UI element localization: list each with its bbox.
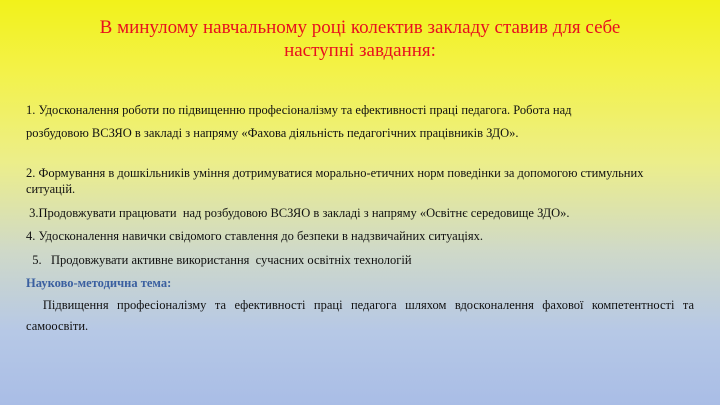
slide-title — [40, 16, 680, 62]
task-1-line-2: розбудовою ВСЗЯО в закладі з напряму «Фахова діяльність педагогічних працівників ЗДО». — [26, 126, 519, 140]
slide-title-line-2: наступні завдання: — [284, 40, 436, 61]
task-2-line-1: 2. Формування в дошкільників уміння дотримуватися морально-етичних норм поведінки за допомогою стимульних — [26, 166, 644, 180]
slide-title-line-1: В минулому навчальному році колектив закладу ставив для себе — [99, 17, 621, 38]
theme-heading: Науково-методична тема: — [26, 276, 172, 290]
theme-text: Підвищення професіоналізму та ефективності праці педагога шляхом вдосконалення фахової компетентності та самоосвіти. — [26, 298, 698, 333]
task-1-line-1: 1. Удосконалення роботи по підвищенню професіоналізму та ефективності праці педагога. Робота над — [26, 103, 572, 117]
task-4: 4. Удосконалення навички свідомого ставлення до безпеки в надзвичайних ситуаціях. — [26, 229, 484, 243]
task-5: 5. Продовжувати активне використання сучасних освітніх технологій — [26, 253, 412, 267]
task-3: 3.Продовжувати працювати над розбудовою ВСЗЯО в закладі з напряму «Освітнє середовище ЗДО». — [26, 206, 570, 220]
task-2-line-2: ситуацій. — [26, 182, 76, 196]
